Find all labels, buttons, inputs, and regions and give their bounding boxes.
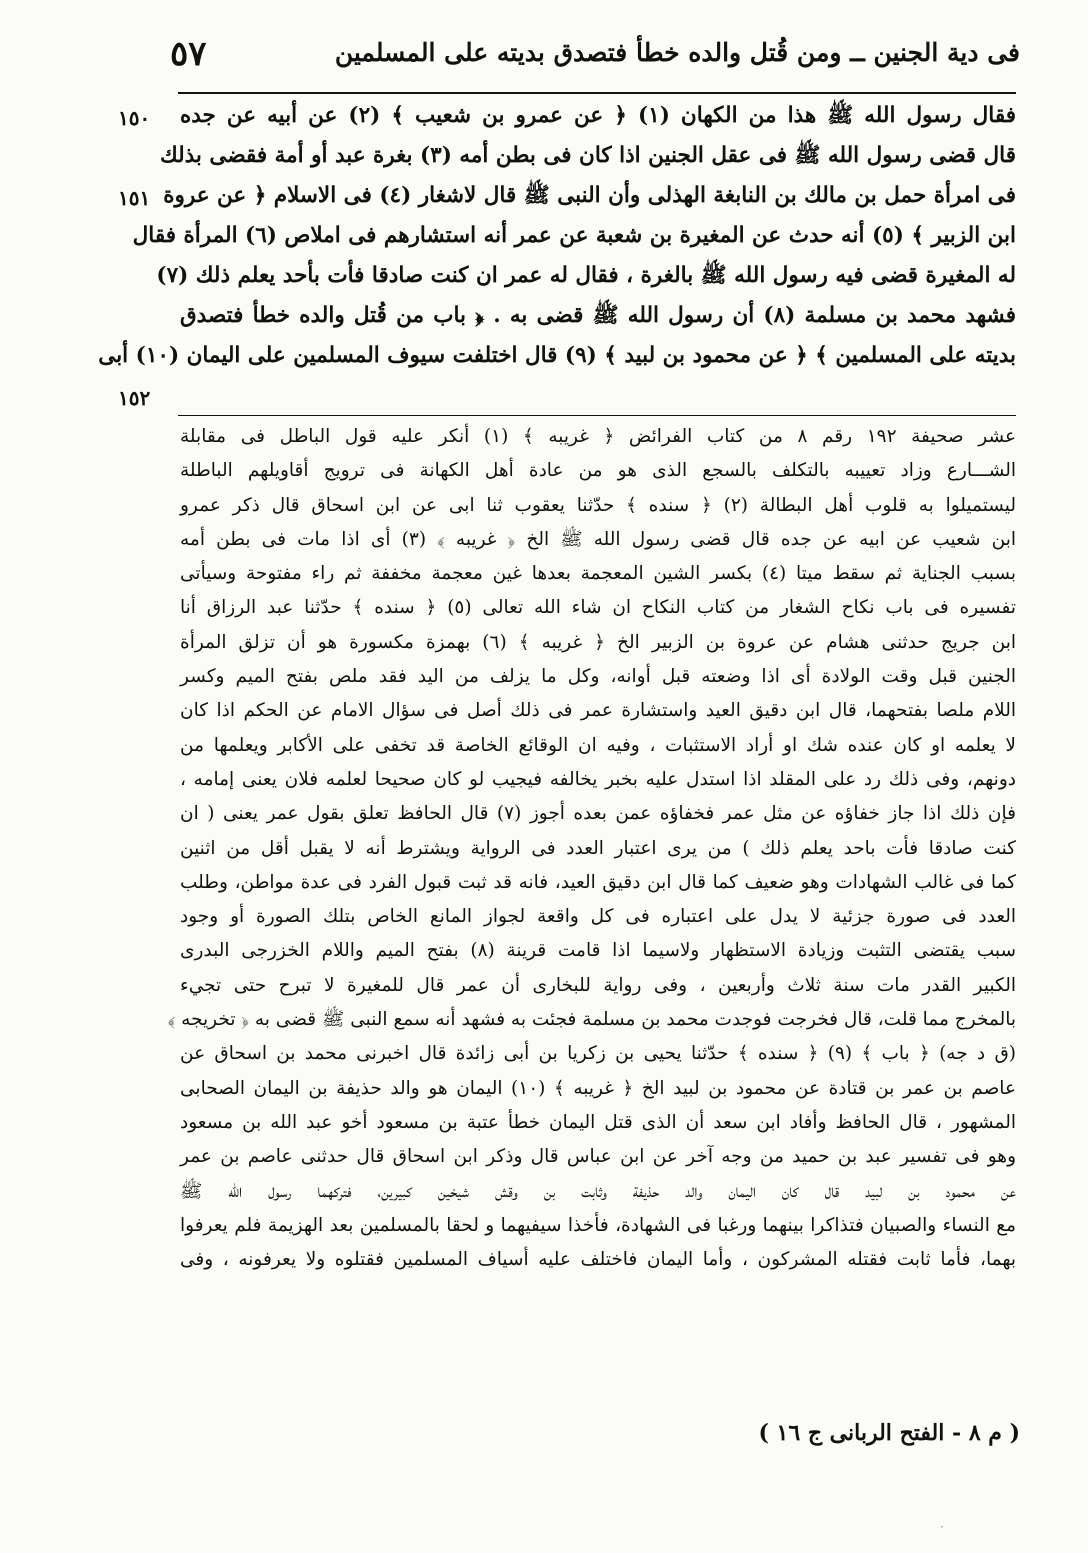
- hadith-number: ١٥٠: [118, 106, 151, 130]
- hadith-number: ١٥٢: [118, 386, 151, 410]
- footnote-line: بالمخرج مما قلت، قال فخرجت فوجدت محمد بن مسلمة فجئت به فشهد أنه سمع النبى ﷺ قضى به ﴿ تخريجه ﴾: [167, 1009, 1016, 1031]
- text-line: فقال رسول الله ﷺ هذا من الكهان (١) ﴿ عن عمرو بن شعيب ﴾ (٢) عن أبيه عن جده: [180, 103, 1016, 128]
- page-header: [170, 34, 1020, 86]
- footnote-line: العدد فى صورة جزئية لا يدل على اعتباره فى كل واقعة لجواز المانع الخاص بتلك الصورة أو وجود: [180, 906, 1016, 928]
- footnote-line: الجنين قبل وقت الولادة أى اذا وضعته قبل أوانه، وكل ما يزلف من اليد فقد ملص بفتح الميم وكسر: [180, 666, 1016, 688]
- header-rule: [178, 92, 1016, 94]
- text-line: له المغيرة قضى فيه رسول الله ﷺ بالغرة ، فقال له عمر ان كنت صادقا فأت بأحد يعلم ذلك (٧): [156, 263, 1016, 288]
- text-line: قال قضى رسول الله ﷺ فى عقل الجنين اذا كان فى بطن أمه (٣) بغرة عبد أو أمة فقضى بذلك: [159, 143, 1016, 168]
- footnote-line: مع النساء والصبيان فتذاكرا بينهما ورغبا فى الشهادة، فأخذا سيفيهما و لحقا بالمسلمين بعد الهزيمة فلم يعرفوا: [180, 1214, 1016, 1236]
- page-number: ٥٧: [170, 34, 207, 74]
- footnote-line: ابن جريج حدثنى هشام عن عروة بن الزبير الخ ﴿ غريبه ﴾ (٦) بهمزة مكسورة هو أن تزلق المرأة: [180, 631, 1017, 653]
- footnote-line: سبب يقتضى التثبت وزيادة الاستظهار ولاسيما اذا قامت قرينة (٨) بفتح الميم واللام الخزرجى البدرى: [180, 940, 1017, 962]
- text-line: ابن الزبير ﴾ (٥) أنه حدث عن المغيرة بن شعبة عن عمر أنه استشارهم فى املاص (٦) المرأة فقال: [132, 223, 1016, 248]
- footnote-line: ابن شعيب عن ابيه عن جده قال قضى رسول الله ﷺ الخ ﴿ غريبه ﴾ (٣) أى اذا مات فى بطن أمه: [180, 528, 1016, 550]
- running-title: فى دية الجنين ــ ومن قُتل والده خطأ فتصدق بديته على المسلمين: [334, 38, 1020, 67]
- footnote-line: (ق د جه) ﴿ باب ﴾ (٩) ﴿ سنده ﴾ حدّثنا يحيى بن زكريا بن أبى زائدة قال اخبرنى محمد بن اسحاق عن: [180, 1043, 1017, 1065]
- text-line: بديته على المسلمين ﴾ ﴿ عن محمود بن لبيد ﴾ (٩) قال اختلفت سيوف المسلمين على اليمان (١٠) أبى: [98, 343, 1016, 368]
- footnote-line: دونهم، وفى ذلك رد على المقلد اذا استدل عليه بخبر يخالفه فيجيب لو كان صحيحا لعلمه فلان يعنى إمامه ،: [180, 768, 1016, 790]
- text-line: فى امرأة حمل بن مالك بن النابغة الهذلى وأن النبى ﷺ قال لاشغار (٤) فى الاسلام ﴿ عن عروة: [163, 183, 1016, 208]
- footnote-line: عن محمود بن لبيد قال كان اليمان والد حذيفة وثابت بن وقش شيخين كبيرين، فتركهما رسول الله ﷺ: [180, 1180, 1016, 1202]
- footnote-line: الشـــارع وزاد تعييبه بالتكلف بالسجع الذى هو من عادة أهل الكهانة فى ترويج أقاويلهم الباطلة: [180, 460, 1016, 482]
- footnote-line: كما فى غالب الشهادات وهو ضعيف كما قال ابن دقيق العيد، فانه قد ثبت قبول الفرد فى عدة مواطن، وطلب: [180, 871, 1016, 893]
- hadith-number: ١٥١: [118, 186, 151, 210]
- footnote-line: فإن ذلك اذا جاز خفاؤه عن مثل عمر فخفاؤه عمن بعده أجوز (٧) قال الحافظ تعلق بقول عمر يعنى ( ان: [180, 803, 1016, 825]
- footnote-line: كنت صادقا فأت باحد يعلم ذلك ) من يرى اعتبار العدد فى الرواية ويشترط أنه لا يقبل أقل من اثنين: [180, 837, 1016, 859]
- footnote-line: بهما، فأما ثابت فقتله المشركون ، وأما اليمان فاختلف عليه أسياف المسلمين فقتلوه ولا يعرفونه ، وفى: [180, 1249, 1016, 1271]
- footnote-line: عاصم بن عمر بن قتادة عن محمود بن لبيد الخ ﴿ غريبه ﴾ (١٠) اليمان هو والد حذيفة بن اليمان الصحابى: [180, 1077, 1016, 1099]
- footnote-line: بسبب الجناية ثم سقط ميتا (٤) بكسر الشين المعجمة بعدها غين معجمة مخففة ثم راء مفتوحة وسيأتى: [180, 563, 1016, 585]
- footnotes: [167, 420, 1017, 1277]
- text-line: فشهد محمد بن مسلمة (٨) أن رسول الله ﷺ قضى به . ﴿ باب من قُتل والده خطأ فتصدق: [180, 303, 1017, 328]
- footnote-line: وهو فى تفسير عبد بن حميد من وجه آخر عن ابن عباس قال وذكر ابن اسحاق قال حدثنى عاصم بن عمر: [180, 1146, 1016, 1168]
- footnote-line: ليستميلوا به قلوب أهل البطالة (٢) ﴿ سنده ﴾ حدّثنا يعقوب ثنا ابى عن ابن اسحاق قال ذكر عمرو: [180, 494, 1016, 516]
- footnote-line: تفسيره فى باب نكاح الشغار من كتاب النكاح ان شاء الله تعالى (٥) ﴿ سنده ﴾ حدّثنا عبد الرزاق أنا: [180, 597, 1017, 619]
- signature-footer: ( م ٨ - الفتح الربانى ج ١٦ ): [758, 1420, 1020, 1446]
- footnote-line: اللام ملصا بفتحهما، قال ابن دقيق العيد واستشارة عمر فى ذلك أصل فى سؤال الامام عن الحكم اذا كان: [180, 700, 1016, 722]
- footnote-line: المشهور ، قال الحافظ وأفاد ابن سعد أن الذى قتل اليمان خطأ عتبة بن مسعود أخو عبد الله بن مسعود: [180, 1111, 1016, 1133]
- footnote-line: عشر صحيفة ١٩٢ رقم ٨ من كتاب الفرائض ﴿ غريبه ﴾ (١) أنكر عليه قول الباطل فى مقابلة: [180, 426, 1016, 447]
- footnote-line: الكبير القدر مات سنة ثلاث وأربعين ، وفى رواية للبخارى أن عمر قال للمغيرة لا تبرح حتى تجيء: [180, 974, 1016, 996]
- footnote-rule: [178, 415, 1016, 416]
- scan-speck: ·: [940, 1520, 944, 1534]
- footnote-line: لا يعلمه او كان عنده شك او أراد الاستثبات ، وفيه ان الوقائع الخاصة قد تخفى على الأكابر ويعلمها من: [180, 734, 1016, 756]
